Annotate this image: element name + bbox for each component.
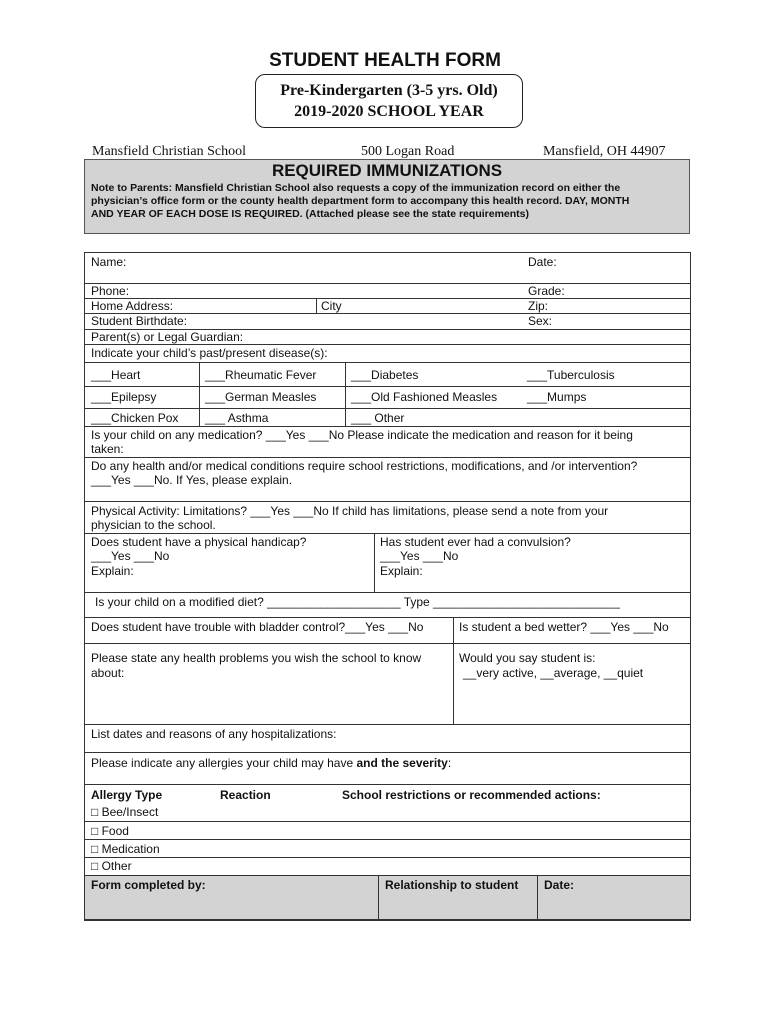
convulsion-yes-no[interactable]: ___Yes ___No — [380, 549, 459, 563]
school-city: Mansfield, OH 44907 — [543, 144, 666, 159]
disease-epilepsy[interactable]: ___Epilepsy — [91, 390, 157, 404]
conditions-question[interactable]: Do any health and/or medical conditions require school restrictions, modifications, and /or intervention? — [91, 459, 638, 473]
allergy-other[interactable]: □ Other — [91, 859, 132, 873]
subtitle-grade: Pre-Kindergarten (3-5 yrs. Old) — [280, 82, 498, 99]
footer-date-field[interactable]: Date: — [544, 878, 575, 892]
completed-by-field[interactable]: Form completed by: — [91, 878, 206, 892]
allergy-type-header: Allergy Type — [91, 788, 163, 802]
allergies-question[interactable] — [91, 756, 451, 770]
school-address: 500 Logan Road — [361, 144, 455, 159]
disease-tuberculosis[interactable]: ___Tuberculosis — [527, 368, 615, 382]
disease-german-measles[interactable]: ___German Measles — [205, 390, 317, 404]
hospitalizations-question[interactable]: List dates and reasons of any hospitalizations: — [91, 727, 337, 741]
disease-asthma[interactable]: ___ Asthma — [205, 411, 269, 425]
date-field[interactable]: Date: — [528, 255, 557, 269]
disease-rheumatic-fever[interactable]: ___Rheumatic Fever — [205, 368, 317, 382]
medication-question[interactable]: Is your child on any medication? ___Yes ___No Please indicate the medication and reason for it being — [91, 428, 633, 442]
home-address-field[interactable]: Home Address: — [91, 299, 174, 313]
health-problems-question[interactable]: Please state any health problems you wish the school to know — [91, 651, 422, 665]
allergies-severity-emphasis: and the severity — [356, 756, 448, 770]
activity-level-options[interactable]: __very active, __average, __quiet — [463, 666, 644, 680]
birthdate-field[interactable]: Student Birthdate: — [91, 314, 188, 328]
city-field[interactable]: City — [321, 299, 342, 313]
reaction-header: Reaction — [220, 788, 271, 802]
immunization-note-1: Note to Parents: Mansfield Christian School also requests a copy of the immunization record on either the — [91, 182, 621, 194]
handicap-explain[interactable]: Explain: — [91, 564, 134, 578]
immunization-note-2: physician’s office form or the county health department form to accompany this health record. DAY, MONTH — [91, 195, 630, 207]
allergies-colon: : — [447, 756, 452, 770]
guardian-field[interactable]: Parent(s) or Legal Guardian: — [91, 330, 244, 344]
medication-question-cont: taken: — [91, 442, 124, 456]
handicap-question: Does student have a physical handicap? — [91, 535, 307, 549]
diseases-prompt: Indicate your child’s past/present disease(s): — [91, 346, 328, 360]
handicap-yes-no[interactable]: ___Yes ___No — [91, 549, 170, 563]
name-field[interactable]: Name: — [91, 255, 127, 269]
immunizations-heading: REQUIRED IMMUNIZATIONS — [271, 161, 503, 180]
disease-chicken-pox[interactable]: ___Chicken Pox — [91, 411, 179, 425]
form-title: STUDENT HEALTH FORM — [269, 50, 501, 71]
restrictions-header: School restrictions or recommended actions: — [342, 788, 601, 802]
allergies-question-text: Please indicate any allergies your child may have — [91, 756, 357, 770]
bladder-question[interactable]: Does student have trouble with bladder control?___Yes ___No — [91, 620, 424, 634]
disease-heart[interactable]: ___Heart — [91, 368, 141, 382]
convulsion-question: Has student ever had a convulsion? — [380, 535, 571, 549]
health-problems-question-cont: about: — [91, 666, 125, 680]
relationship-field[interactable]: Relationship to student — [385, 878, 519, 892]
activity-question[interactable]: Physical Activity: Limitations? ___Yes ___No If child has limitations, please send a note from your — [91, 504, 609, 518]
disease-mumps[interactable]: ___Mumps — [527, 390, 587, 404]
disease-old-fashioned-measles[interactable]: ___Old Fashioned Measles — [351, 390, 498, 404]
subtitle-year: 2019-2020 SCHOOL YEAR — [294, 103, 484, 120]
allergy-bee-insect[interactable]: □ Bee/Insect — [91, 805, 159, 819]
convulsion-explain[interactable]: Explain: — [380, 564, 423, 578]
activity-question-cont: physician to the school. — [91, 518, 216, 532]
disease-other[interactable]: ___ Other — [351, 411, 405, 425]
allergy-medication[interactable]: □ Medication — [91, 842, 160, 856]
conditions-yes-no[interactable]: ___Yes ___No. If Yes, please explain. — [91, 473, 293, 487]
diet-question[interactable]: Is your child on a modified diet? ____________________ Type ____________________________ — [95, 595, 620, 609]
sex-field[interactable]: Sex: — [528, 314, 553, 328]
bedwetter-question[interactable]: Is student a bed wetter? ___Yes ___No — [459, 620, 669, 634]
allergy-food[interactable]: □ Food — [91, 824, 129, 838]
zip-field[interactable]: Zip: — [528, 299, 549, 313]
phone-field[interactable]: Phone: — [91, 284, 130, 298]
immunization-note-3: AND YEAR OF EACH DOSE IS REQUIRED. (Attached please see the state requirements) — [91, 208, 529, 220]
activity-level-question: Would you say student is: — [459, 651, 596, 665]
subtitle-box — [255, 74, 523, 128]
disease-diabetes[interactable]: ___Diabetes — [351, 368, 419, 382]
school-name: Mansfield Christian School — [92, 144, 246, 159]
grade-field[interactable]: Grade: — [528, 284, 565, 298]
